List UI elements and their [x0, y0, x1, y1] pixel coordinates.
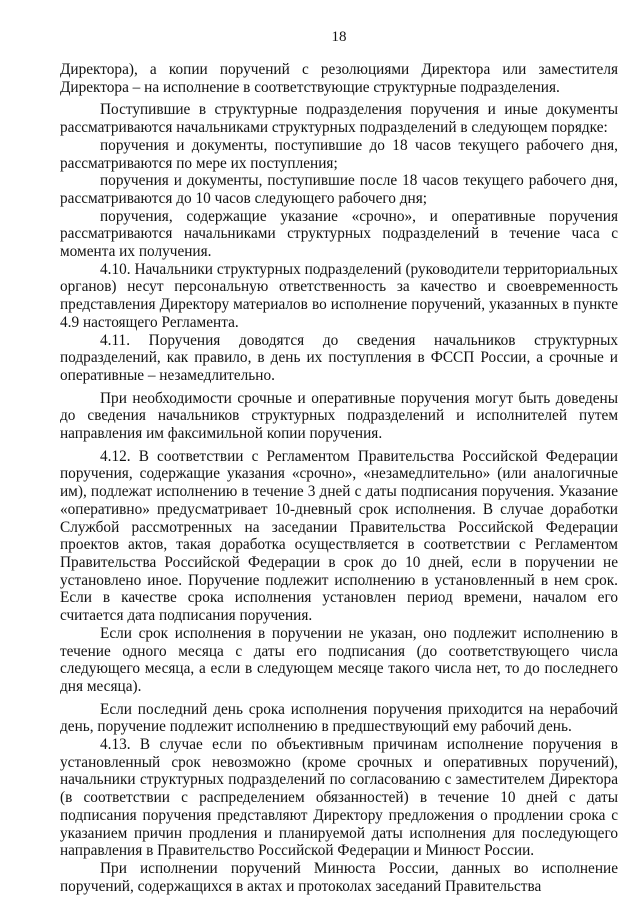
paragraph: Поступившие в структурные подразделения поручения и иные документы рассматриваются начальниками структурных подразделений в следующем порядке: [60, 101, 618, 137]
paragraph: 4.12. В соответствии с Регламентом Правительства Российской Федерации поручения, содержащие указания «срочно», «незамедлительно» (или аналогичные им), подлежат исполнению в течение 3 дней с даты подписания поручения. Указание «оперативно» предусматривает 10-дневный срок исполнения. В случае доработки Службой рассмотренных на заседании Правительства Российской Федерации проектов актов, такая доработка осуществляется в соответствии с Регламентом Правительства Российской Федерации в срок до 10 дней, если в поручении не установлено иное. Поручение подлежит исполнению в установленный в нем срок. Если в качестве срока исполнения установлен период времени, началом его считается дата подписания поручения. [60, 447, 618, 625]
paragraph: При исполнении поручений Минюста России, данных во исполнение поручений, содержащихся в актах и протоколах заседаний Правительства [60, 859, 618, 895]
page-number: 18 [331, 29, 347, 45]
paragraph: 4.13. В случае если по объективным причинам исполнение поручения в установленный срок невозможно (кроме срочных и оперативных поручений), начальники структурных подразделений по согласованию с заместителем Директора (в соответствии с распределением обязанностей) в течение 10 дней с даты подписания поручения представляют Директору предложения о продлении срока с указанием причин продления и планируемой даты исполнения для последующего направления в Правительство Российской Федерации и Минюст России. [60, 736, 618, 860]
paragraph: 4.11. Поручения доводятся до сведения начальников структурных подразделений, как правило, в день их поступления в ФССП России, а срочные и оперативные – незамедлительно. [60, 331, 618, 384]
body-text [60, 61, 618, 895]
paragraph: 4.10. Начальники структурных подразделений (руководители территориальных органов) несут персональную ответственность за качество и своевременность представления Директору материалов во исполнение поручений, указанных в пункте 4.9 настоящего Регламента. [60, 260, 618, 331]
paragraph: поручения и документы, поступившие до 18 часов текущего рабочего дня, рассматриваются по мере их поступления; [60, 136, 618, 172]
paragraph: Директора), а копии поручений с резолюциями Директора или заместителя Директора – на исполнение в соответствующие структурные подразделения. [60, 61, 618, 96]
paragraph: поручения, содержащие указание «срочно», и оперативные поручения рассматриваются начальниками структурных подразделений в течение часа с момента их получения. [60, 207, 618, 261]
paragraph: При необходимости срочные и оперативные поручения могут быть доведены до сведения начальников структурных подразделений и исполнителей путем направления им факсимильной копии поручения. [60, 389, 618, 443]
paragraph: поручения и документы, поступившие после 18 часов текущего рабочего дня, рассматриваются до 10 часов следующего рабочего дня; [60, 172, 618, 207]
paragraph: Если срок исполнения в поручении не указан, оно подлежит исполнению в течение одного месяца с даты его подписания (до соответствующего числа следующего месяца, а если в следующем месяце такого числа нет, то до последнего дня месяца). [60, 624, 618, 695]
paragraph: Если последний день срока исполнения поручения приходится на нерабочий день, поручение подлежит исполнению в предшествующий ему рабочий день. [60, 700, 618, 736]
